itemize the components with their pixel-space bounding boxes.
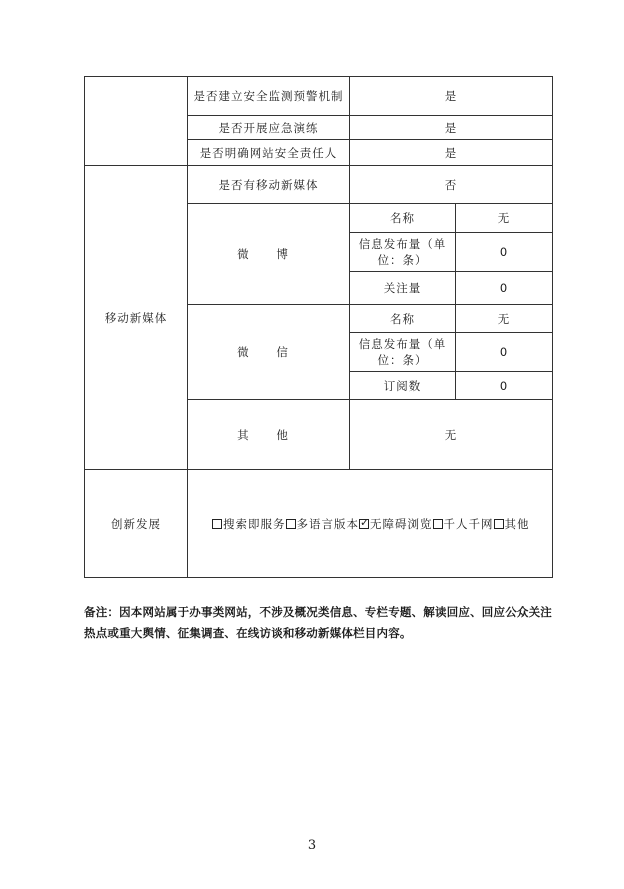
mobile-section-label: 移动新媒体 xyxy=(85,166,188,470)
weibo-name-label: 名称 xyxy=(350,204,456,233)
option-search-as-service[interactable]: 搜索即服务 xyxy=(212,517,286,531)
table-row xyxy=(85,166,553,204)
innovation-options xyxy=(188,470,553,578)
other-label: 其 他 xyxy=(188,400,350,470)
wechat-posts-value: 0 xyxy=(456,333,553,372)
checkbox-icon[interactable] xyxy=(433,519,443,529)
row-value: 是 xyxy=(350,77,553,116)
checkbox-checked-icon[interactable] xyxy=(359,519,369,529)
wechat-posts-label: 信息发布量（单位：条） xyxy=(350,333,456,372)
page-number: 3 xyxy=(307,838,317,853)
row-value: 是 xyxy=(350,140,553,166)
weibo-label: 微 博 xyxy=(188,204,350,305)
checkbox-icon[interactable] xyxy=(286,519,296,529)
option-multi-language[interactable]: 多语言版本 xyxy=(286,517,360,531)
weibo-name-value: 无 xyxy=(456,204,553,233)
wechat-subscribers-value: 0 xyxy=(456,372,553,400)
wechat-label: 微 信 xyxy=(188,305,350,400)
row-label: 是否建立安全监测预警机制 xyxy=(188,77,350,116)
weibo-posts-value: 0 xyxy=(456,233,553,272)
wechat-name-value: 无 xyxy=(456,305,553,333)
row-value: 否 xyxy=(350,166,553,204)
option-other[interactable]: 其他 xyxy=(494,517,530,531)
other-value: 无 xyxy=(350,400,553,470)
row-label: 是否明确网站安全责任人 xyxy=(188,140,350,166)
row-label: 是否有移动新媒体 xyxy=(188,166,350,204)
wechat-subscribers-label: 订阅数 xyxy=(350,372,456,400)
table-row xyxy=(85,470,553,578)
checkbox-icon[interactable] xyxy=(212,519,222,529)
weibo-posts-label: 信息发布量（单位：条） xyxy=(350,233,456,272)
table-row xyxy=(85,77,553,116)
remark-note: 备注：因本网站属于办事类网站，不涉及概况类信息、专栏专题、解读回应、回应公众关注热点或重大舆情、征集调查、在线访谈和移动新媒体栏目内容。 xyxy=(84,605,552,640)
row-value: 是 xyxy=(350,116,553,140)
wechat-name-label: 名称 xyxy=(350,305,456,333)
weibo-followers-label: 关注量 xyxy=(350,272,456,305)
row-label: 是否开展应急演练 xyxy=(188,116,350,140)
option-accessibility[interactable]: ✓ 无障碍浏览 xyxy=(359,517,433,531)
innovation-label: 创新发展 xyxy=(85,470,188,578)
weibo-followers-value: 0 xyxy=(456,272,553,305)
security-section-cell xyxy=(85,77,188,166)
option-personalized-web[interactable]: 千人千网 xyxy=(433,517,494,531)
report-table xyxy=(84,76,553,578)
checkbox-icon[interactable] xyxy=(494,519,504,529)
